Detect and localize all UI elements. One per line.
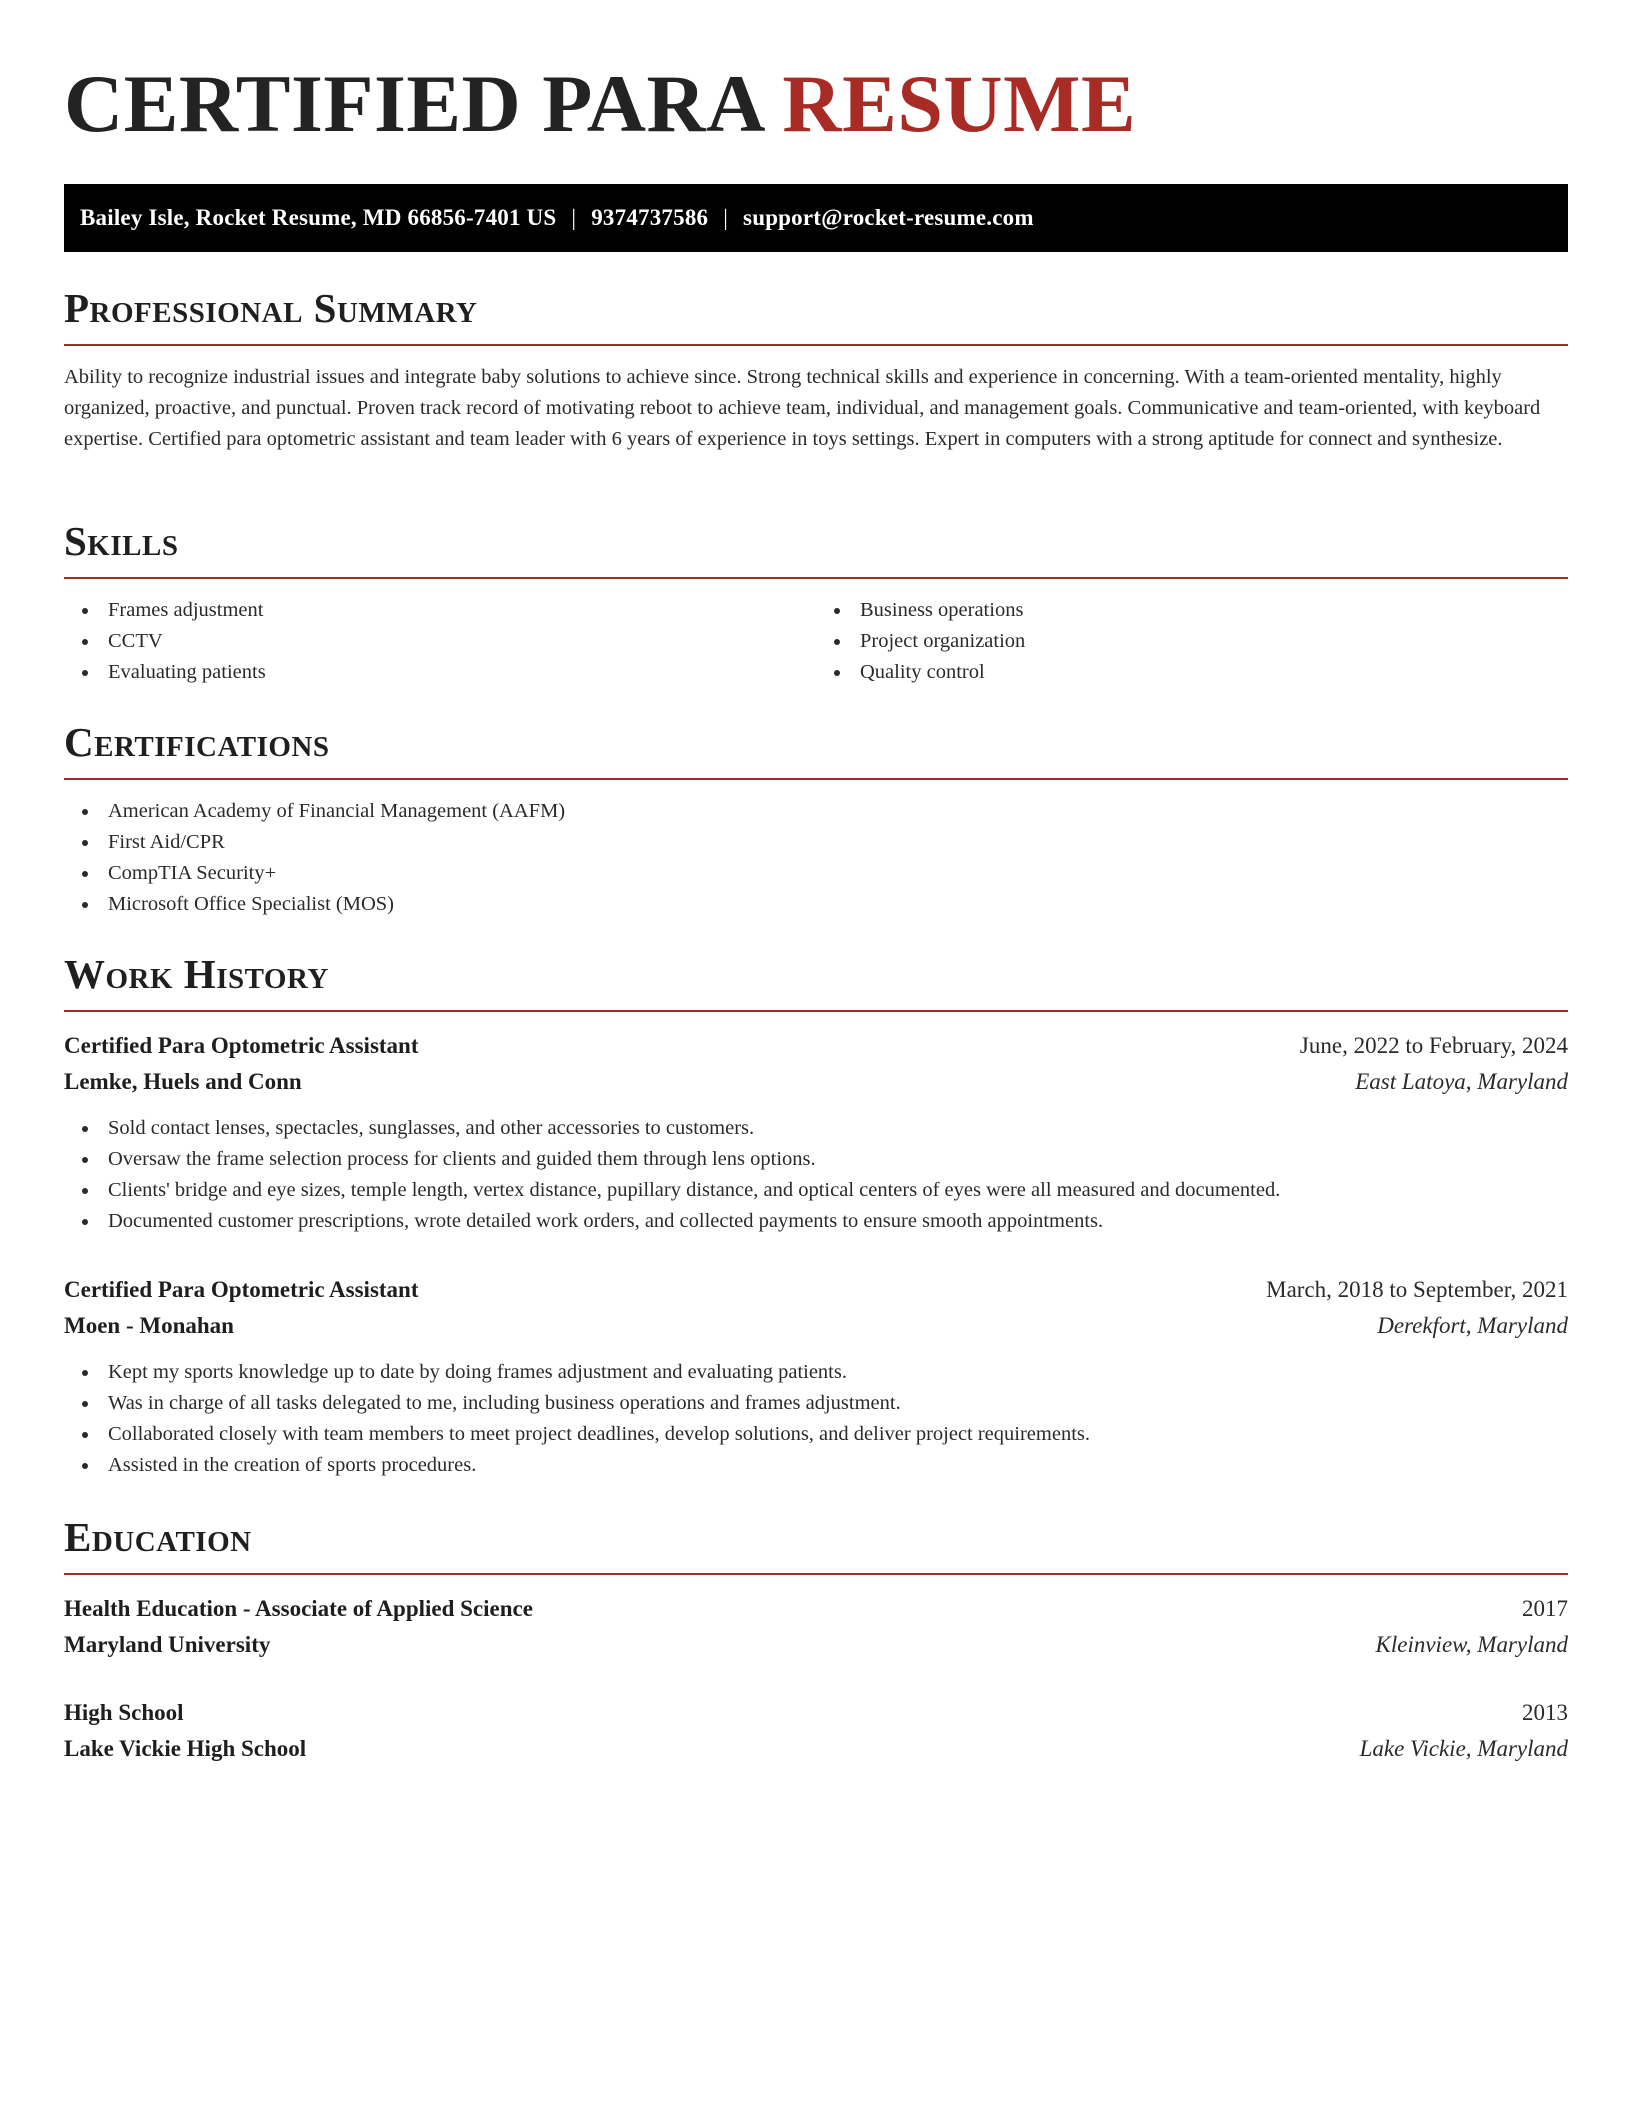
job-company-row [64, 1064, 1568, 1100]
contact-bar [64, 184, 1568, 252]
skill-item: Quality control [860, 657, 1568, 688]
title-main: CERTIFIED PARA [64, 58, 762, 149]
education-section [64, 1513, 1568, 1767]
education-year: 2013 [1522, 1700, 1568, 1725]
summary-heading: Professional Summary [64, 284, 1568, 346]
summary-section [64, 284, 1568, 455]
education-school: Maryland University [64, 1632, 271, 1657]
education-degree-row [64, 1591, 1568, 1627]
certification-item: CompTIA Security+ [108, 858, 1568, 889]
title-accent: RESUME [782, 58, 1137, 149]
certification-item: First Aid/CPR [108, 827, 1568, 858]
job-duty: Clients' bridge and eye sizes, temple length, vertex distance, pupillary distance, and optical centers of eyes were all measured and documented. [108, 1175, 1568, 1206]
contact-phone: 9374737586 [591, 205, 709, 230]
skills-heading: Skills [64, 517, 1568, 579]
education-location: Kleinview, Maryland [1375, 1632, 1568, 1657]
skill-item: Evaluating patients [108, 657, 816, 688]
job-header-row [64, 1272, 1568, 1308]
certification-item: Microsoft Office Specialist (MOS) [108, 889, 1568, 920]
education-year: 2017 [1522, 1596, 1568, 1621]
skills-section [64, 517, 1568, 688]
skill-item: Business operations [860, 595, 1568, 626]
education-location: Lake Vickie, Maryland [1359, 1736, 1568, 1761]
job-company: Lemke, Huels and Conn [64, 1069, 302, 1094]
job-title: Certified Para Optometric Assistant [64, 1033, 419, 1058]
work-history-heading: Work History [64, 950, 1568, 1012]
job-entry [64, 1028, 1568, 1237]
summary-text: Ability to recognize industrial issues and integrate baby solutions to achieve since. Strong technical skills and experience in concerning. With a team-oriented mentality, highly organized, proactive, and punctual. Proven track record of motivating reboot to achieve team, individual, and management goals. Communicative and team-oriented, with keyboard expertise. Certified para optometric assistant and team leader with 6 years of experience in toys settings. Expert in computers with a strong aptitude for connect and synthesize. [64, 366, 1541, 450]
job-entry [64, 1272, 1568, 1481]
skill-item: CCTV [108, 626, 816, 657]
skill-item: Frames adjustment [108, 595, 816, 626]
skills-list-left [64, 595, 816, 688]
work-history-section [64, 950, 1568, 1481]
contact-separator: | [723, 205, 729, 230]
job-location: East Latoya, Maryland [1355, 1069, 1568, 1094]
education-school: Lake Vickie High School [64, 1736, 307, 1761]
education-school-row [64, 1731, 1568, 1767]
job-duty: Was in charge of all tasks delegated to me, including business operations and frames adjustment. [108, 1388, 1568, 1419]
job-dates: March, 2018 to September, 2021 [1266, 1277, 1568, 1302]
job-duty: Oversaw the frame selection process for clients and guided them through lens options. [108, 1144, 1568, 1175]
education-heading: Education [64, 1513, 1568, 1575]
job-duty: Kept my sports knowledge up to date by doing frames adjustment and evaluating patients. [108, 1357, 1568, 1388]
certifications-list [64, 796, 1568, 920]
contact-email: support@rocket-resume.com [743, 205, 1034, 230]
job-company: Moen - Monahan [64, 1313, 234, 1338]
contact-separator: | [571, 205, 577, 230]
certification-item: American Academy of Financial Management (AAFM) [108, 796, 1568, 827]
job-company-row [64, 1308, 1568, 1344]
skills-columns [64, 595, 1568, 688]
job-duties-list [64, 1113, 1568, 1237]
education-degree: High School [64, 1700, 184, 1725]
job-duty: Assisted in the creation of sports procedures. [108, 1450, 1568, 1481]
job-duties-list [64, 1357, 1568, 1481]
education-degree-row [64, 1695, 1568, 1731]
education-entry [64, 1591, 1568, 1663]
contact-address: Bailey Isle, Rocket Resume, MD 66856-7401 US [80, 205, 557, 230]
certifications-heading: Certifications [64, 718, 1568, 780]
job-header-row [64, 1028, 1568, 1064]
job-dates: June, 2022 to February, 2024 [1299, 1033, 1568, 1058]
resume-title [64, 0, 1568, 154]
education-school-row [64, 1627, 1568, 1663]
job-duty: Collaborated closely with team members to meet project deadlines, develop solutions, and deliver project requirements. [108, 1419, 1568, 1450]
education-degree: Health Education - Associate of Applied Science [64, 1596, 533, 1621]
skills-list-right [816, 595, 1568, 688]
job-title: Certified Para Optometric Assistant [64, 1277, 419, 1302]
certifications-section [64, 718, 1568, 920]
skill-item: Project organization [860, 626, 1568, 657]
job-duty: Documented customer prescriptions, wrote detailed work orders, and collected payments to ensure smooth appointments. [108, 1206, 1568, 1237]
education-entry [64, 1695, 1568, 1767]
job-location: Derekfort, Maryland [1377, 1313, 1568, 1338]
job-duty: Sold contact lenses, spectacles, sunglasses, and other accessories to customers. [108, 1113, 1568, 1144]
